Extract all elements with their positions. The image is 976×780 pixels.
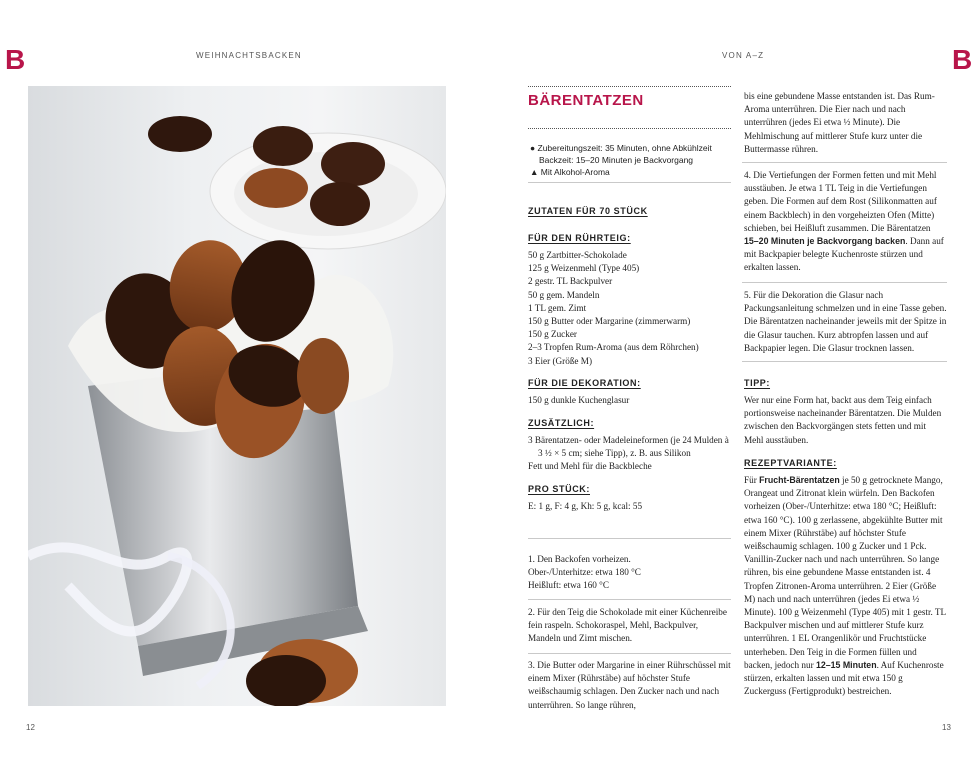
- baked-goods-illustration: [28, 86, 446, 706]
- clock-icon: ●: [530, 143, 536, 153]
- ingredient: 1 TL gem. Zimt: [528, 302, 587, 313]
- dough-ingredients: [528, 249, 733, 368]
- divider: [528, 599, 731, 600]
- step-4: 4. Die Vertiefungen der Formen fetten und mit Mehl ausstäuben. Je etwa 1 TL Teig in die Vertiefungen geben. Die Formen auf dem Rost (Silikonmatten auf einem Backblech) in den vorgeheizten Ofen (Mitte) schieben, bei Heißluft zusammen. Die Bärentatzen 15–20 Minuten je Backvorgang backen. Dann auf mit Backpapier belegte Kuchenroste stürzen und erkalten lassen.: [744, 170, 944, 273]
- divider: [528, 653, 731, 654]
- deco-ingredient: 150 g dunkle Kuchenglasur: [528, 395, 630, 405]
- divider: [742, 361, 947, 362]
- running-head-right: VON A–Z: [722, 51, 765, 60]
- extra-heading: ZUSÄTZLICH:: [528, 418, 595, 428]
- ingredient: 2–3 Tropfen Rum-Aroma (aus dem Röhrchen): [528, 342, 699, 353]
- extra-items: [528, 434, 733, 474]
- ingredient: 150 g Butter oder Margarine (zimmerwarm): [528, 316, 691, 327]
- page-number-left: 12: [26, 723, 35, 732]
- divider: [528, 538, 731, 539]
- running-head-left: WEIHNACHTSBACKEN: [196, 51, 302, 60]
- recipe-title: BÄRENTATZEN: [528, 92, 644, 109]
- variant-text: Für Frucht-Bärentatzen je 50 g getrocknete Mango, Orangeat und Zitronat klein würfeln. Den Backofen vorheizen (Ober-/Unterhitze: etwa 180 °C; Heißluft: etwa 160 °C). 100 g zerlassene, abgekühlte Butter mit einem Mixer (Rührstäbe) auf höchster Stufe weißschaumig schlagen. 100 g Zucker und 1 Pck. Vanillin-Zucker nach und nach unterrühren. So lange rühren, bis eine gebundene Masse entstanden ist. 4 Tropfen Zitronen-Aroma unterrühren. 2 Eier (Größe M) nach und nach unterrühren (jedes Ei etwa ½ Minute). 100 g Weizenmehl (Type 405) mit 1 gestr. TL Backpulver mischen und auf mittlerer Stufe kurz unterrühren. 1 EL Orangenlikör und Fruchtstücke unterheben. Den Teig in die Formen füllen und backen, jedoch nur 12–15 Minuten. Auf Kuchenroste stürzen, erkalten lassen und mit etwa 150 g Zuckerguss (Fertigprodukt) bestreichen.: [744, 475, 946, 697]
- recipe-photo: [28, 86, 446, 706]
- prep-time: ● Zubereitungszeit: 35 Minuten, ohne Abkühlzeit: [530, 143, 712, 153]
- nutrition-values: E: 1 g, F: 4 g, Kh: 5 g, kcal: 55: [528, 501, 643, 511]
- deco-heading: FÜR DIE DEKORATION:: [528, 378, 641, 388]
- section-letter-left: B: [5, 44, 26, 75]
- extra-item: 3 Bärentatzen- oder Madeleineformen (je 24 Mulden à 3 ½ × 5 cm; siehe Tipp), z. B. aus Silikon: [528, 435, 729, 459]
- yield-heading: ZUTATEN FÜR 70 STÜCK: [528, 206, 648, 216]
- variant-heading: REZEPTVARIANTE:: [744, 458, 837, 468]
- nutrition-heading: PRO STÜCK:: [528, 484, 590, 494]
- ingredient: 2 gestr. TL Backpulver: [528, 276, 613, 287]
- step-3-continued: bis eine gebundene Masse entstanden ist. Das Rum-Aroma unterrühren. Die Eier nach und nach unterrühren (jedes Ei etwa ½ Minute). Die Mehlmischung auf mittlerer Stufe kurz unter die Buttermasse rühren.: [744, 91, 935, 154]
- divider: [742, 282, 947, 283]
- step-3: 3. Die Butter oder Margarine in einer Rührschüssel mit einem Mixer (Rührstäbe) auf höchster Stufe weißschaumig schlagen. Den Zucker nach und nach unterrühren. So lange rühren,: [528, 660, 731, 710]
- ingredient: 125 g Weizenmehl (Type 405): [528, 263, 640, 274]
- recipe-info: [530, 142, 732, 178]
- divider: [528, 182, 731, 183]
- ingredient: 3 Eier (Größe M): [528, 355, 593, 366]
- step-5: 5. Für die Dekoration die Glasur nach Packungsanleitung schmelzen und in eine Tasse geben. Die Bärentatzen nacheinander jeweils mit der Spitze in die Glasur tauchen. Kurz abtropfen lassen und auf Backpapier legen. Die Glasur trocknen lassen.: [744, 290, 947, 353]
- tip-heading: TIPP:: [744, 378, 771, 388]
- step-2: 2. Für den Teig die Schokolade mit einer Küchenreibe fein raspeln. Schokoraspel, Mehl, Backpulver, Mandeln und Zimt mischen.: [528, 607, 727, 644]
- tip-text: Wer nur eine Form hat, backt aus dem Teig einfach portionsweise nacheinander Bärentatzen. Die Mulden zwischen den Backvorgängen stets fetten und mit Mehl ausstäuben.: [744, 395, 942, 445]
- bake-time: Backzeit: 15–20 Minuten je Backvorgang: [539, 155, 694, 165]
- step-1: 1. Den Backofen vorheizen. Ober-/Unterhitze: etwa 180 °C Heißluft: etwa 160 °C: [528, 554, 641, 591]
- divider: [742, 162, 947, 163]
- divider: [528, 128, 731, 129]
- alcohol-note: ▲ Mit Alkohol-Aroma: [530, 167, 610, 177]
- ingredient: 50 g Zartbitter-Schokolade: [528, 250, 627, 260]
- triangle-icon: ▲: [530, 167, 539, 177]
- divider: [528, 86, 731, 87]
- extra-item: Fett und Mehl für die Backbleche: [528, 461, 652, 472]
- dough-heading: FÜR DEN RÜHRTEIG:: [528, 233, 631, 243]
- ingredient: 150 g Zucker: [528, 329, 577, 340]
- section-letter-right: B: [952, 44, 973, 75]
- page-number-right: 13: [942, 723, 951, 732]
- ingredient: 50 g gem. Mandeln: [528, 289, 600, 300]
